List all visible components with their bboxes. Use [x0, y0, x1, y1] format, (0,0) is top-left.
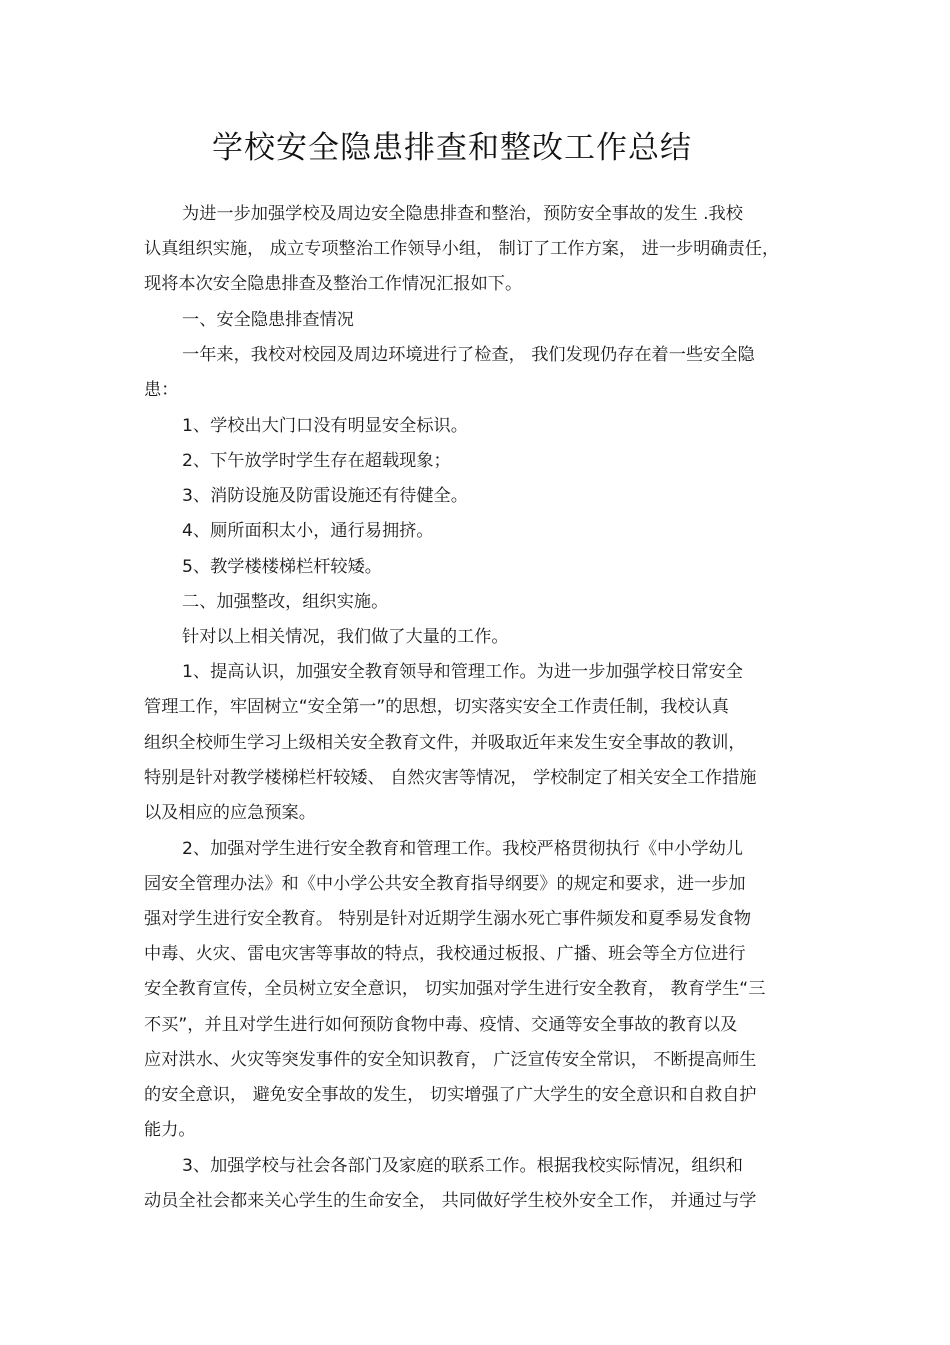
paragraph-line: 患：: [144, 380, 179, 400]
paragraph-line: 强对学生进行安全教育。 特别是针对近期学生溺水死亡事件频发和夏季易发食物: [144, 909, 752, 929]
paragraph-line: 一年来，我校对校园及周边环境进行了检查， 我们发现仍存在着一些安全隐: [182, 345, 755, 365]
section-heading: 一、安全隐患排查情况: [182, 310, 354, 330]
paragraph-line: 组织全校师生学习上级相关安全教育文件，并吸取近年来发生安全事故的教训，: [144, 733, 746, 753]
paragraph-line: 现将本次安全隐患排查及整治工作情况汇报如下。: [144, 274, 523, 294]
paragraph-line: 中毒、火灾、雷电灾害等事故的特点，我校通过板报、广播、班会等全方位进行: [144, 944, 746, 964]
list-item: 1、学校出大门口没有明显安全标识。: [182, 416, 468, 436]
document-title: 学校安全隐患排查和整改工作总结: [212, 130, 692, 166]
list-item: 5、教学楼楼梯栏杆较矮。: [182, 557, 382, 577]
list-item: 3、消防设施及防雷设施还有待健全。: [182, 486, 468, 506]
paragraph-line: 为进一步加强学校及周边安全隐患排查和整治，预防安全事故的发生 .我校: [182, 204, 743, 224]
paragraph-line: 动员全社会都来关心学生的生命安全， 共同做好学生校外安全工作， 并通过与学: [144, 1191, 757, 1211]
list-item: 4、厕所面积太小，通行易拥挤。: [182, 521, 434, 541]
paragraph-line: 不买”，并且对学生进行如何预防食物中毒、疫情、交通等安全事故的教育以及: [144, 1015, 738, 1035]
paragraph-line: 的安全意识， 避免安全事故的发生， 切实增强了广大学生的安全意识和自救自护: [144, 1085, 757, 1105]
paragraph-line: 管理工作，牢固树立“安全第一”的思想，切实落实安全工作责任制，我校认真: [144, 697, 729, 717]
paragraph-line: 特别是针对教学楼梯栏杆较矮、 自然灾害等情况， 学校制定了相关安全工作措施: [144, 768, 757, 788]
paragraph-line: 认真组织实施， 成立专项整治工作领导小组， 制订了工作方案， 进一步明确责任，: [144, 239, 780, 259]
paragraph-line: 安全教育宣传，全员树立安全意识， 切实加强对学生进行安全教育， 教育学生“三: [144, 979, 766, 999]
paragraph-line: 应对洪水、火灾等突发事件的安全知识教育， 广泛宣传安全常识， 不断提高师生: [144, 1050, 757, 1070]
paragraph-line: 以及相应的应急预案。: [144, 803, 316, 823]
paragraph-line: 3、加强学校与社会各部门及家庭的联系工作。根据我校实际情况，组织和: [182, 1156, 743, 1176]
section-heading: 二、加强整改，组织实施。: [182, 592, 389, 612]
paragraph-line: 2、加强对学生进行安全教育和管理工作。我校严格贯彻执行《中小学幼儿: [182, 839, 743, 859]
list-item: 2、下午放学时学生存在超载现象；: [182, 451, 451, 471]
paragraph-line: 针对以上相关情况，我们做了大量的工作。: [182, 627, 509, 647]
paragraph-line: 园安全管理办法》和《中小学公共安全教育指导纲要》的规定和要求，进一步加: [144, 874, 746, 894]
paragraph-line: 1、提高认识，加强安全教育领导和管理工作。为进一步加强学校日常安全: [182, 662, 743, 682]
paragraph-line: 能力。: [144, 1120, 196, 1140]
